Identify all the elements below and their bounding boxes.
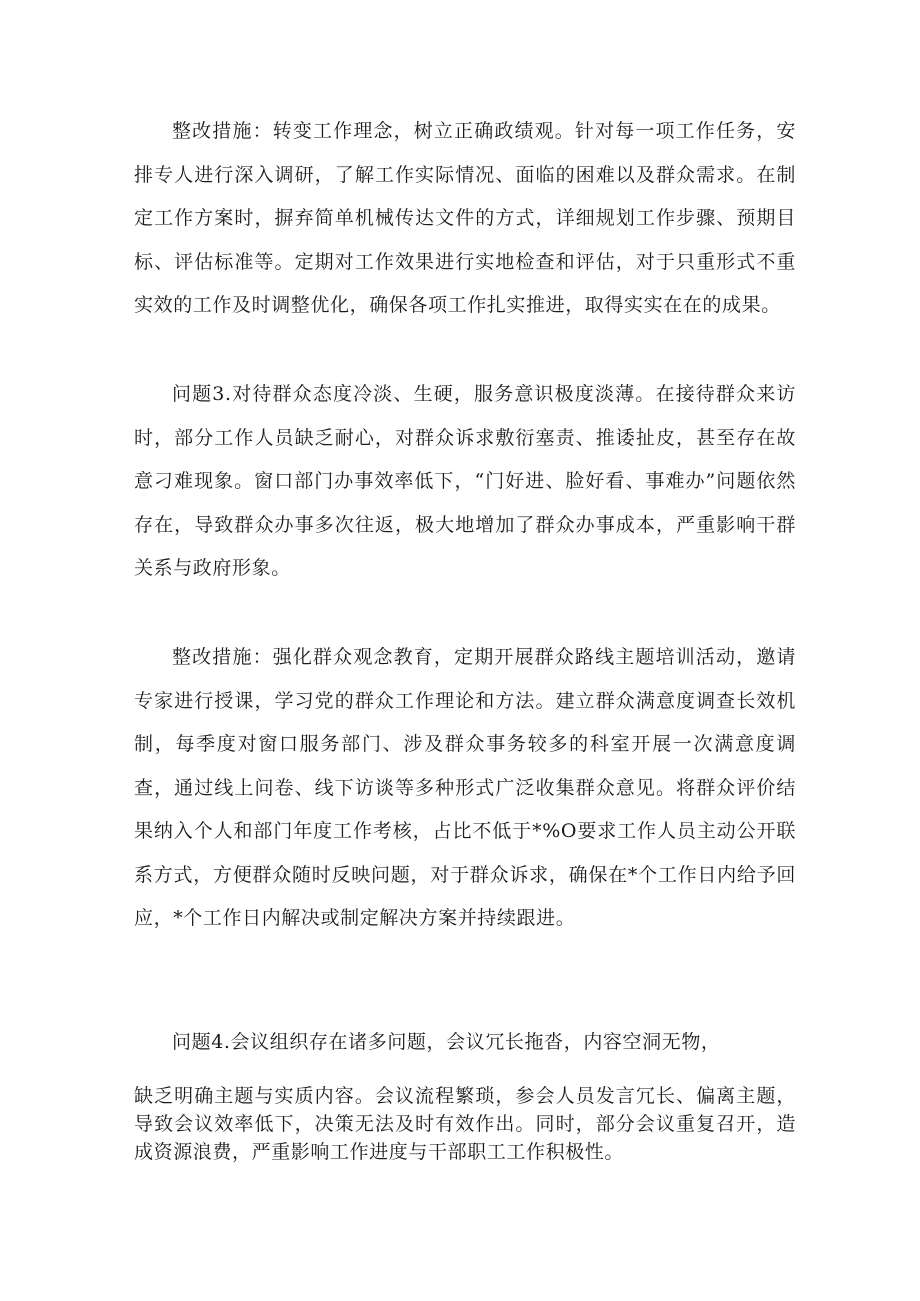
paragraph-problem-3: 问题3.对待群众态度冷淡、生硬，服务意识极度淡薄。在接待群众来访时，部分工作人员缺乏耐心，对群众诉求敷衍塞责、推诿扯皮，甚至存在故意刁难现象。窗口部门办事效率低下，“门好进、脸好看、事难办”问题依然存在，导致群众办事多次往返，极大地增加了群众办事成本，严重影响干群关系与政府形象。 [134, 383, 796, 579]
paragraph-rectification-2: 整改措施：强化群众观念教育，定期开展群众路线主题培训活动，邀请专家进行授课，学习党的群众工作理论和方法。建立群众满意度调查长效机制，每季度对窗口服务部门、涉及群众事务较多的科室开展一次满意度调查，通过线上问卷、线下访谈等多种形式广泛收集群众意见。将群众评价结果纳入个人和部门年度工作考核，占比不低于*%O要求工作人员主动公开联系方式，方便群众随时反映问题，对于群众诉求，确保在*个工作日内给予回应，*个工作日内解决或制定解决方案并持续跟进。 [134, 646, 796, 929]
paragraph-rectification-1: 整改措施：转变工作理念，树立正确政绩观。针对每一项工作任务，安排专人进行深入调研，了解工作实际情况、面临的困难以及群众需求。在制定工作方案时，摒弃简单机械传达文件的方式，详细规划工作步骤、预期目标、评估标准等。定期对工作效果进行实地检查和评估，对于只重形式不重实效的工作及时调整优化，确保各项工作扎实推进，取得实实在在的成果。 [134, 120, 796, 316]
paragraph-problem-4-continuation: 缺乏明确主题与实质内容。会议流程繁琐，参会人员发言冗长、偏离主题，导致会议效率低下，决策无法及时有效作出。同时，部分会议重复召开，造成资源浪费，严重影响工作进度与干部职工工作积极性。 [134, 1085, 796, 1163]
paragraph-problem-4-first-line: 问题4.会议组织存在诸多问题，会议冗长拖沓，内容空洞无物， [172, 1031, 721, 1053]
